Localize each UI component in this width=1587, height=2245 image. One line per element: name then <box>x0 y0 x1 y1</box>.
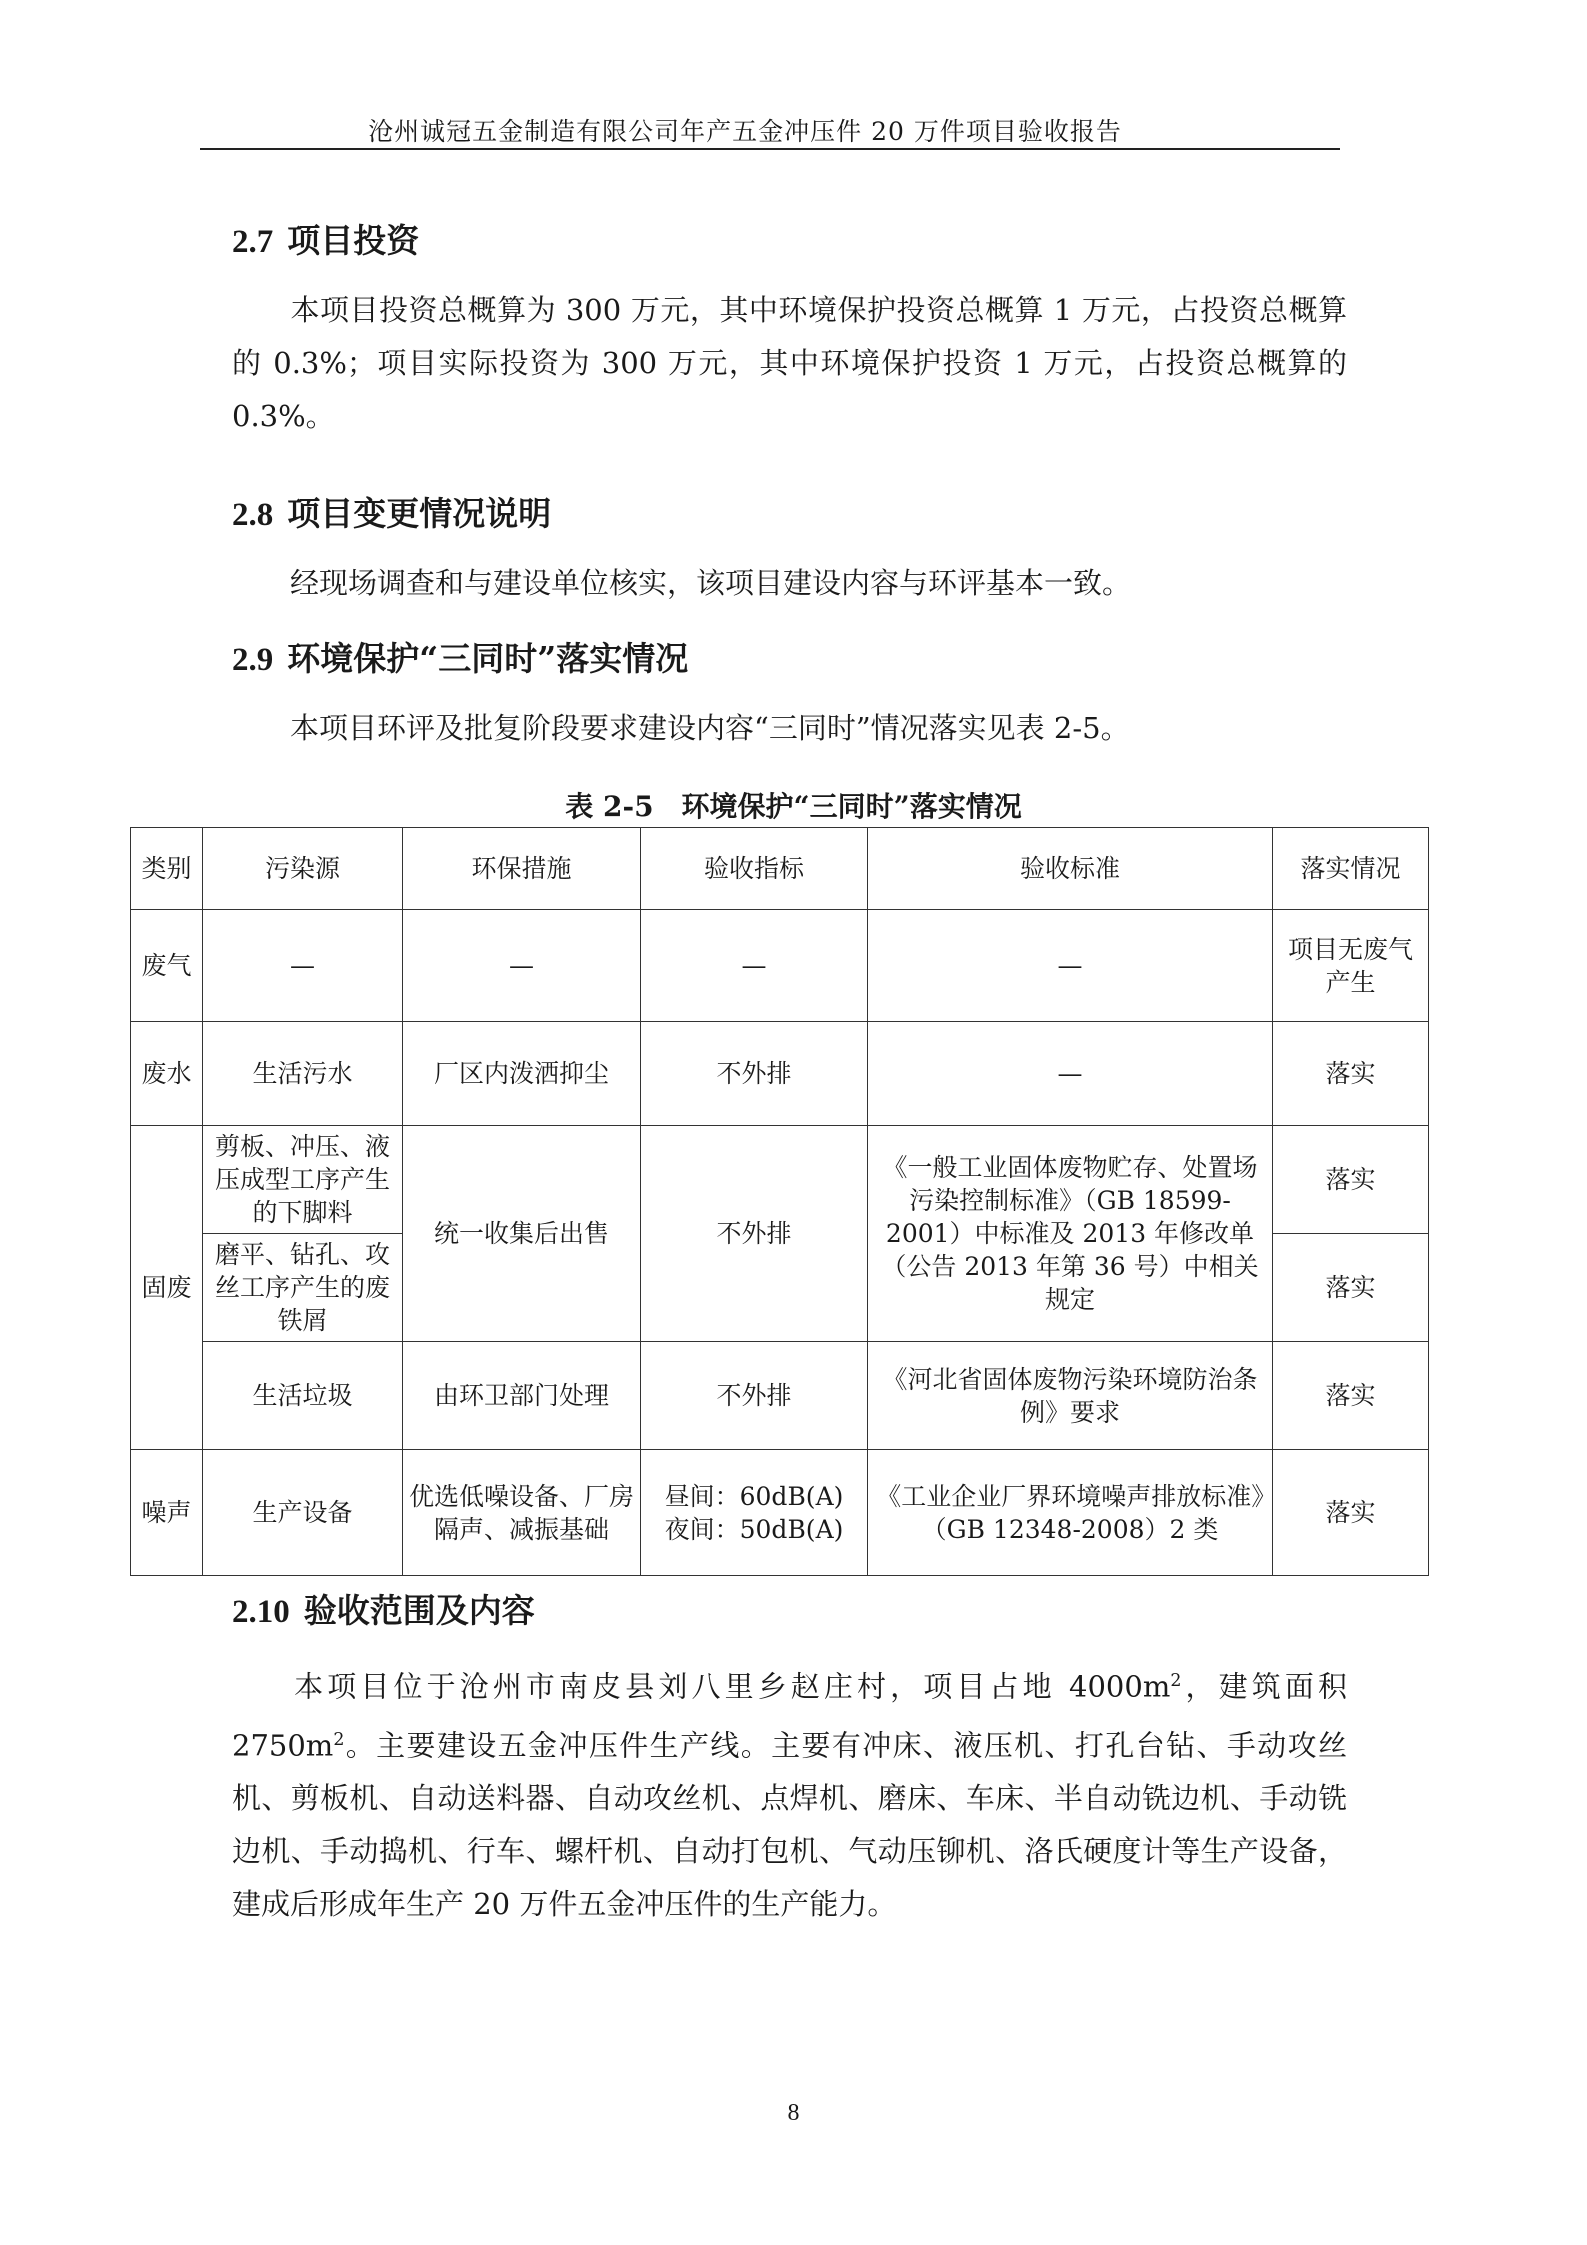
index-cell: 不外排 <box>641 1126 868 1342</box>
paragraph-text: 本项目位于沧州市南皮县刘八里乡赵庄村，项目占地 4000m <box>290 1669 1171 1704</box>
category-cell: 噪声 <box>131 1450 203 1576</box>
section-title: 验收范围及内容 <box>303 1591 535 1630</box>
section-number: 2.10 <box>232 1594 290 1630</box>
status-cell: 项目无废气产生 <box>1273 910 1429 1022</box>
source-cell: — <box>203 910 403 1022</box>
paragraph-three-simultaneous <box>232 702 1347 755</box>
source-cell: 磨平、钻孔、攻丝工序产生的废铁屑 <box>203 1234 403 1342</box>
header-cell: 验收指标 <box>641 828 868 910</box>
paragraph-investment <box>232 284 1347 443</box>
table-row <box>131 1126 1429 1234</box>
paragraph-text: 本项目环评及批复阶段要求建设内容“三同时”情况落实见表 2-5。 <box>290 711 1130 745</box>
source-cell: 生产设备 <box>203 1450 403 1576</box>
index-cell <box>641 1450 868 1576</box>
header-cell: 验收标准 <box>868 828 1273 910</box>
status-cell: 落实 <box>1273 1022 1429 1126</box>
standard-cell: 《一般工业固体废物贮存、处置场污染控制标准》（GB 18599-2001）中标准及 2013 年修改单（公告 2013 年第 36 号）中相关规定 <box>868 1126 1273 1342</box>
header-cell: 环保措施 <box>403 828 641 910</box>
paragraph-text: ，建筑面积 2750m <box>232 1669 1347 1763</box>
table-row <box>131 1022 1429 1126</box>
header-cell: 污染源 <box>203 828 403 910</box>
index-day: 昼间：60dB(A) <box>664 1481 844 1511</box>
standard-cell: 《河北省固体废物污染环境防治条例》要求 <box>868 1342 1273 1450</box>
status-cell: 落实 <box>1273 1450 1429 1576</box>
section-heading-2-10 <box>232 1585 535 1632</box>
status-cell: 落实 <box>1273 1342 1429 1450</box>
paragraph-text: 。主要建设五金冲压件生产线。主要有冲床、液压机、打孔台钻、手动攻丝机、剪板机、自动送料器、自动攻丝机、点焊机、磨床、车床、半自动铣边机、手动铣边机、手动捣机、行车、螺杆机、自动打包机、气动压铆机、洛氏硬度计等生产设备，建成后形成年生产 20 万件五金冲压件的生产能力。 <box>232 1728 1347 1922</box>
index-cell: — <box>641 910 868 1022</box>
section-heading-2-7 <box>232 215 419 262</box>
measure-cell: 厂区内泼洒抑尘 <box>403 1022 641 1126</box>
section-title: 环境保护“三同时”落实情况 <box>287 639 689 678</box>
paragraph-change <box>232 557 1347 610</box>
paragraph-scope <box>232 1655 1347 1931</box>
paragraph-text: 经现场调查和与建设单位核实，该项目建设内容与环评基本一致。 <box>290 566 1132 600</box>
source-cell: 剪板、冲压、液压成型工序产生的下脚料 <box>203 1126 403 1234</box>
table-row <box>131 910 1429 1022</box>
measure-cell: 优选低噪设备、厂房隔声、减振基础 <box>403 1450 641 1576</box>
table-caption: 表 2-5 环境保护“三同时”落实情况 <box>565 790 1022 823</box>
measure-cell: 统一收集后出售 <box>403 1126 641 1342</box>
table-row <box>131 1450 1429 1576</box>
page-number: 8 <box>787 2100 800 2126</box>
section-title: 项目变更情况说明 <box>287 494 552 533</box>
measure-cell: — <box>403 910 641 1022</box>
superscript: 2 <box>333 1729 345 1750</box>
superscript: 2 <box>1170 1671 1182 1691</box>
status-cell: 落实 <box>1273 1126 1429 1234</box>
category-cell: 废气 <box>131 910 203 1022</box>
category-cell: 固废 <box>131 1126 203 1450</box>
status-cell: 落实 <box>1273 1234 1429 1342</box>
index-night: 夜间：50dB(A) <box>664 1514 844 1544</box>
paragraph-text: 本项目投资总概算为 300 万元，其中环境保护投资总概算 1 万元，占投资总概算的 0.3%；项目实际投资为 300 万元，其中环境保护投资 1 万元，占投资总概算的 0.3%。 <box>232 293 1347 433</box>
header-cell: 落实情况 <box>1273 828 1429 910</box>
section-title: 项目投资 <box>287 221 420 260</box>
standard-cell: 《工业企业厂界环境噪声排放标准》（GB 12348-2008）2 类 <box>868 1450 1273 1576</box>
three-simultaneous-table <box>130 827 1429 1576</box>
header-cell: 类别 <box>131 828 203 910</box>
section-heading-2-8 <box>232 488 551 535</box>
standard-cell: — <box>868 1022 1273 1126</box>
category-cell: 废水 <box>131 1022 203 1126</box>
running-header: 沧州诚冠五金制造有限公司年产五金冲压件 20 万件项目验收报告 <box>368 117 1122 146</box>
index-cell: 不外排 <box>641 1022 868 1126</box>
section-heading-2-9 <box>232 633 688 680</box>
index-cell: 不外排 <box>641 1342 868 1450</box>
table-header-row <box>131 828 1429 910</box>
header-rule <box>200 148 1340 150</box>
section-number: 2.7 <box>232 224 274 260</box>
measure-cell: 由环卫部门处理 <box>403 1342 641 1450</box>
source-cell: 生活垃圾 <box>203 1342 403 1450</box>
table-row <box>131 1342 1429 1450</box>
standard-cell: — <box>868 910 1273 1022</box>
source-cell: 生活污水 <box>203 1022 403 1126</box>
section-number: 2.8 <box>232 497 274 533</box>
section-number: 2.9 <box>232 642 274 678</box>
